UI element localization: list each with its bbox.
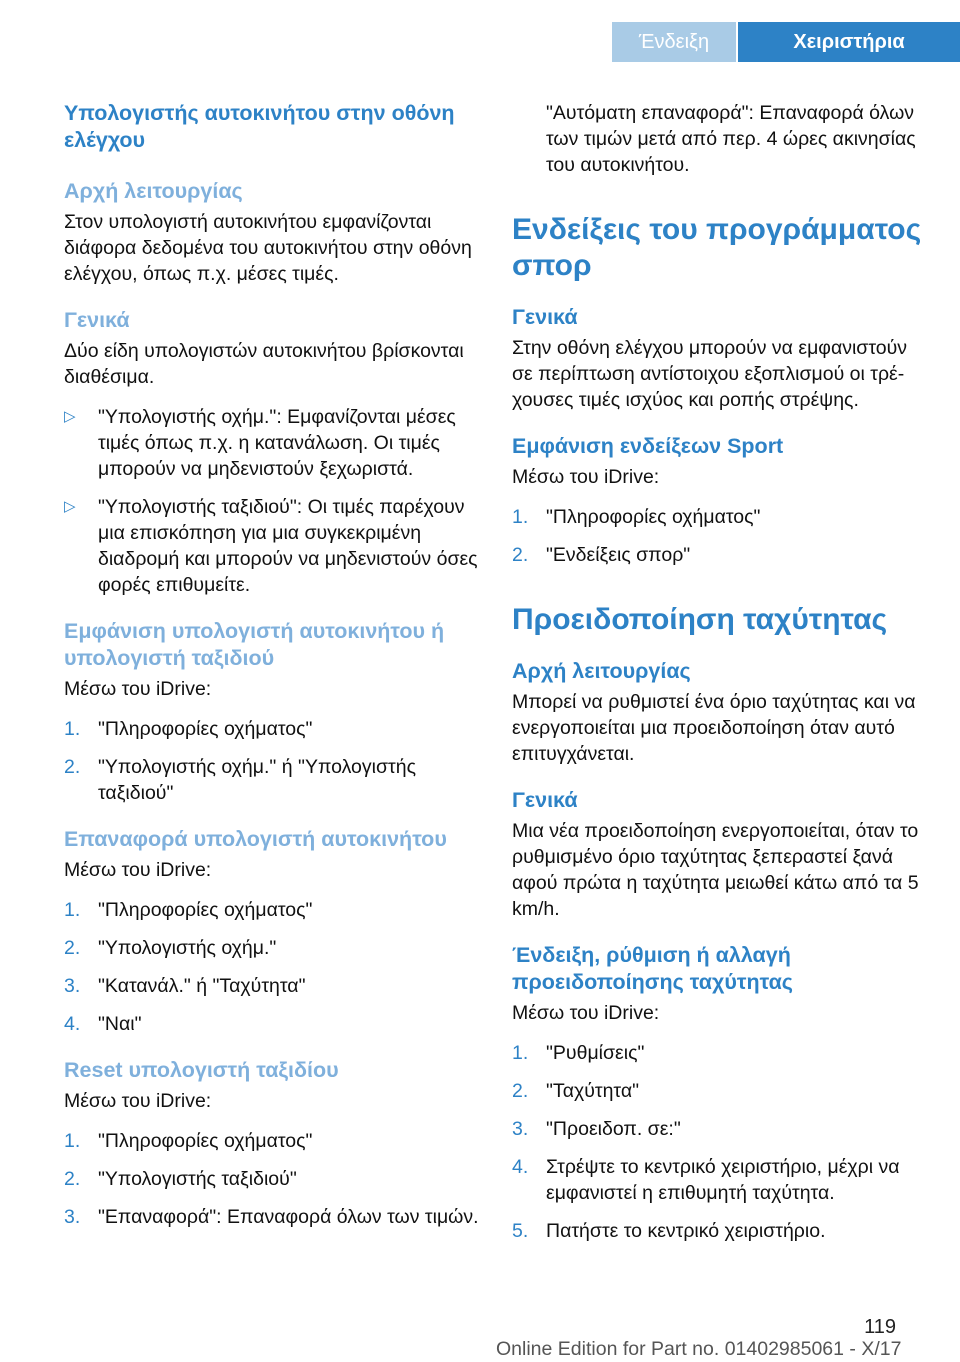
list-item: 1. "Ρυθμίσεις" (512, 1042, 645, 1064)
bullet-list (64, 404, 484, 598)
footer-edition-text: Online Edition for Part no. 01402985061 - X/17 (496, 1338, 902, 1360)
paragraph-auto-reset: "Αυτόματη επαναφορά": Επαναφορά όλων των τιμών μετά από περ. 4 ώρες ακινησίας του αυτοκινήτου. (546, 102, 916, 176)
triangle-bullet-icon: ▷ (64, 408, 76, 425)
heading-show-sport: Εμφάνιση ενδείξεων Sport (512, 434, 784, 458)
tab-section-display[interactable]: Ένδειξη (612, 22, 736, 62)
heading-general-speed: Γενικά (512, 788, 578, 812)
list-item: ▷ "Υπολογιστής οχήμ.": Εμφανίζονται μέσες τιμές όπως π.χ. η κατανάλωση. Οι τιμές μπορούν να μηδενιστούν ξεχωριστά. (64, 406, 456, 480)
steps-display (64, 716, 484, 806)
list-item: 1. "Πληροφορίες οχήματος" (64, 718, 313, 740)
heading-set-speed-warning: Ένδειξη, ρύθμιση ή αλλαγή προειδοποίησης ταχύτητας (512, 943, 793, 994)
list-item: 2. "Υπολογιστής οχήμ." (64, 937, 277, 959)
paragraph-general: Δύο είδη υπολογιστών αυτοκινήτου βρίσκονται διαθέσιμα. (64, 340, 464, 388)
heading-principle: Αρχή λειτουργίας (64, 179, 243, 203)
list-item: 2. "Ενδείξεις σπορ" (512, 544, 691, 566)
heading-display-computer: Εμφάνιση υπολογιστή αυτοκινήτου ή υπολογιστή ταξιδιού (64, 619, 445, 670)
steps-speed (512, 1040, 932, 1244)
heading-reset-trip-computer: Reset υπολογιστή ταξιδίου (64, 1058, 339, 1082)
triangle-bullet-icon: ▷ (64, 498, 76, 515)
steps-reset-car (64, 897, 484, 1037)
heading-general-sport: Γενικά (512, 305, 578, 329)
heading-reset-car-computer: Επαναφορά υπολογιστή αυτοκινήτου (64, 827, 447, 851)
list-item: 5. Πατήστε το κεντρικό χειριστήριο. (512, 1220, 826, 1242)
paragraph-principle: Στον υπολογιστή αυτοκινήτου εμφανίζονται διάφορα δεδομένα του αυτοκινήτου στην οθόνη ελέγχου, όπως π.χ. μέσες τιμές. (64, 211, 472, 285)
paragraph-general-speed: Μια νέα προειδοποίηση ενεργοποιείται, όταν το ρυθμισμένο όριο ταχύτητας ξεπεραστεί ξανά αφού πρώτα η ταχύτητα μειωθεί κάτω από τα 5 km/h. (512, 820, 919, 920)
list-item: 4. Στρέψτε το κεντρικό χειριστήριο, μέχρι να εμφανιστεί η επιθυμητή ταχύτητα. (512, 1156, 900, 1204)
list-item: 2. "Υπολογιστής ταξιδιού" (64, 1168, 297, 1190)
list-item: 2. "Ταχύτητα" (512, 1080, 640, 1102)
list-item: 3. "Κατανάλ." ή "Ταχύτητα" (64, 975, 306, 997)
paragraph-principle-speed: Μπορεί να ρυθμιστεί ένα όριο ταχύτητας και να ενεργοποιείται μια προειδοποίηση όταν αυτό επιτυγχάνεται. (512, 691, 916, 765)
paragraph-sport: Στην οθόνη ελέγχου μπορούν να εμφανιστούν σε περίπτωση αντίστοιχου εξοπλισμού οι τρέχουσες τιμές ισχύος και ροπής στρέψης. (512, 337, 908, 411)
heading-principle-speed: Αρχή λειτουργίας (512, 659, 691, 683)
heading-trip-computer: Υπολογιστής αυτοκινήτου στην οθόνη ελέγχου (64, 101, 455, 152)
heading-speed-warning: Προειδοποίηση ταχύτητας (512, 603, 888, 636)
list-item: 1. "Πληροφορίες οχήματος" (64, 899, 313, 921)
steps-sport (512, 504, 932, 568)
list-item: 1. "Πληροφορίες οχήματος" (64, 1130, 313, 1152)
left-column (64, 100, 484, 1250)
list-item: 3. "Προειδοπ. σε:" (512, 1118, 681, 1140)
via-idrive-text: Μέσω του iDrive: (512, 466, 660, 488)
list-item: 2. "Υπολογιστής οχήμ." ή "Υπολογιστής ταξιδιού" (64, 756, 416, 804)
heading-general: Γενικά (64, 308, 130, 332)
right-column (512, 100, 932, 1264)
steps-reset-trip (64, 1128, 484, 1230)
via-idrive-text: Μέσω του iDrive: (64, 678, 212, 700)
list-item: ▷ "Υπολογιστής ταξιδιού": Οι τιμές παρέχουν μια επισκόπηση για μια συγκεκριμένη διαδρομή και μπορούν να μηδενιστούν όσες φορές επιθυμείτε. (64, 496, 478, 596)
via-idrive-text: Μέσω του iDrive: (64, 1090, 212, 1112)
list-item: 1. "Πληροφορίες οχήματος" (512, 506, 761, 528)
tab-chapter-controls[interactable]: Χειριστήρια (738, 22, 960, 62)
list-item: 4. "Ναι" (64, 1013, 142, 1035)
heading-sport-displays: Ενδείξεις του προγράμματος σπορ (512, 213, 922, 282)
via-idrive-text: Μέσω του iDrive: (512, 1002, 660, 1024)
via-idrive-text: Μέσω του iDrive: (64, 859, 212, 881)
page-header (0, 0, 960, 62)
page-number: 119 (864, 1316, 896, 1338)
list-item: 3. "Επαναφορά": Επαναφορά όλων των τιμών. (64, 1206, 479, 1228)
